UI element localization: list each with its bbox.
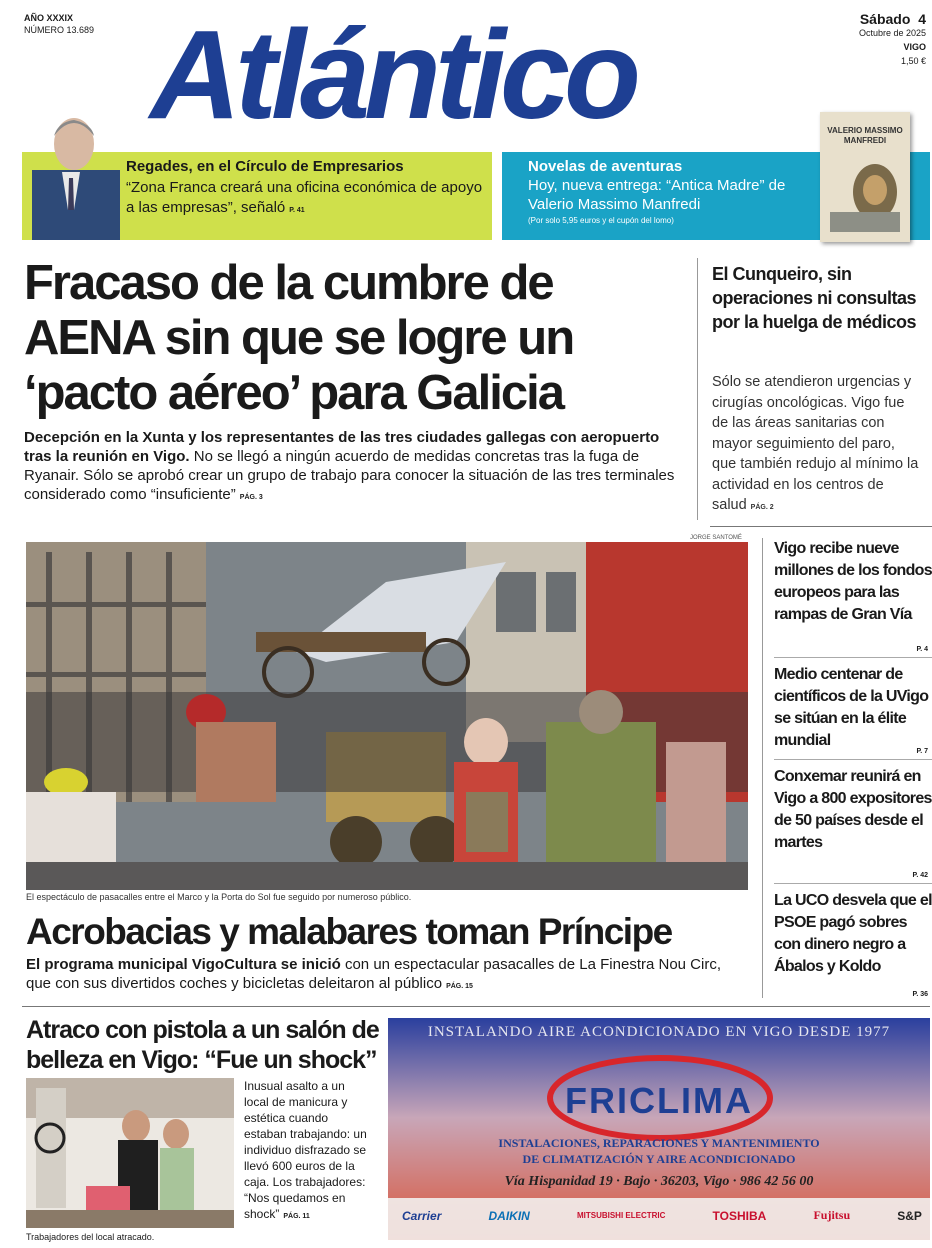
logo-daikin: DAIKIN [488,1208,530,1223]
brief-title: La UCO desvela que el PSOE pagó sobres con dinero negro a Ábalos y Koldo [774,892,932,975]
brief-page: P. 4 [916,646,928,653]
logo-fujitsu: Fujitsu [813,1208,851,1222]
masthead-date [826,12,926,68]
brief-title: Conxemar reunirá en Vigo a 800 expositores de 50 países desde el martes [774,768,932,851]
issue-number: NÚMERO 13.689 [24,25,95,35]
logo-carrier: Carrier [402,1208,442,1223]
column-divider [762,538,763,998]
side-story-page: PÁG. 2 [750,504,774,511]
third-page: PÁG. 11 [283,1213,310,1220]
second-deck [26,955,746,996]
salon-illustration [26,1078,234,1228]
column-divider [697,258,698,520]
book-author: VALERIO MASSIMO MANFREDI [827,126,903,145]
main-deck-bold: Decepción en la Xunta y los representantes de las tres ciudades gallegas con aeropuerto tras la reunión en Vigo. [24,429,660,465]
main-headline[interactable]: Fracaso de la cumbre de AENA sin que se logre un ‘pacto aéreo’ para Galicia [24,256,574,420]
third-body-text: Inusual asalto a un local de manicura y estética cuando estaban trabajando: un individuo disfrazado se llevó 600 euros de la caja. Los trabajadores: “Nos quedamos en shock” [244,1079,367,1221]
logo[interactable]: Atlántico [150,4,636,145]
photo-caption: El espectáculo de pasacalles entre el Marco y la Porta do Sol fue seguido por numeroso público. [26,892,412,902]
teaser-novelas[interactable] [502,126,930,240]
masthead-meta [24,12,94,36]
price: 1,50 € [900,56,926,66]
brief-item[interactable] [774,538,932,658]
main-deck-rest: No se llegó a ningún acuerdo de medidas concretas tras la fuga de Ryanair. Sólo se aprobó crear un grupo de trabajo para conocer la situación de las tres terminales considerado como “insuficiente” [24,448,675,503]
ad-line1: INSTALACIONES, REPARACIONES Y MANTENIMIENTO [498,1136,820,1150]
edition: VIGO [903,42,926,52]
photo-credit: JORGE SANTOMÉ [690,535,742,541]
briefs-column [774,538,932,1008]
year: AÑO XXXIX [24,13,74,23]
brief-page: P. 42 [912,872,928,879]
teaser-regades[interactable] [22,152,492,240]
salon-photo[interactable] [26,1078,234,1228]
ad-address: Vía Hispanidad 19 · Bajo · 36203, Vigo · 986 42 56 00 [504,1174,814,1189]
street-parade-illustration [26,542,748,890]
divider [22,1006,930,1007]
logo-sp: S&P [897,1208,922,1223]
brief-title: Medio centenar de científicos de la UVigo se sitúan en la élite mundial [774,666,929,749]
main-deck [24,428,684,507]
brief-page: P. 36 [912,991,928,998]
third-headline[interactable]: Atraco con pistola a un salón de belleza en Vigo: “Fue un shock” [26,1016,379,1074]
second-page: PÁG. 15 [446,983,473,990]
main-page: PÁG. 3 [239,494,263,501]
main-photo[interactable] [26,542,748,890]
day-number: 4 [918,11,926,27]
month-year: Octubre de 2025 [858,28,926,38]
teaser-right-title: Novelas de aventuras [528,158,683,175]
brief-title: Vigo recibe nueve millones de los fondos europeos para las rampas de Gran Vía [774,540,932,623]
second-deck-bold: El programa municipal VigoCultura se inició [26,956,341,973]
side-story-text: Sólo se atendieron urgencias y cirugías oncológicas. Vigo fue de las áreas sanitarias con mayor seguimiento del paro, que también redujo al mínimo la actividad en los centros de salud [712,374,919,513]
brief-item[interactable] [774,766,932,884]
teaser-left-page: P. 41 [289,207,305,214]
salon-caption: Trabajadores del local atracado. [26,1232,155,1242]
brief-page: P. 7 [916,748,928,755]
side-story-body [712,372,922,519]
brief-item[interactable] [774,664,932,760]
second-deck-rest: con un espectacular pasacalles de La Finestra Nou Circ, que con sus divertidos coches y bicicletas deleitaron al público [26,956,721,992]
brief-item[interactable] [774,890,932,1002]
ad-line2: DE CLIMATIZACIÓN Y AIRE ACONDICIONADO [522,1152,796,1166]
logo-mitsubishi: MITSUBISHI ELECTRIC [576,1211,666,1220]
ad-logos [402,1208,922,1223]
ad-tagline: INSTALANDO AIRE ACONDICIONADO EN VIGO DESDE 1977 [427,1024,891,1040]
teaser-left-title: Regades, en el Círculo de Empresarios [126,158,404,175]
side-story-title[interactable]: El Cunqueiro, sin operaciones ni consultas por la huelga de médicos [712,264,917,332]
book-cover [820,112,910,242]
third-body [244,1078,372,1225]
teaser-right-note: (Por solo 5,95 euros y el cupón del lomo) [528,216,674,225]
teaser-right-text: Hoy, nueva entrega: “Antica Madre” de Valerio Massimo Manfredi [528,177,786,213]
day: Sábado [859,11,911,27]
divider [710,526,932,527]
teaser-left-text: “Zona Franca creará una oficina económica de apoyo a las empresas”, señaló [126,179,483,216]
ad-brand: FRICLIMA [565,1080,753,1121]
portrait-image [22,100,122,240]
ad-background [388,1018,930,1240]
second-headline[interactable]: Acrobacias y malabares toman Príncipe [26,911,672,952]
logo-toshiba: TOSHIBA [712,1208,767,1223]
book-illustration [820,152,910,242]
friclima-ad[interactable] [388,1018,930,1240]
